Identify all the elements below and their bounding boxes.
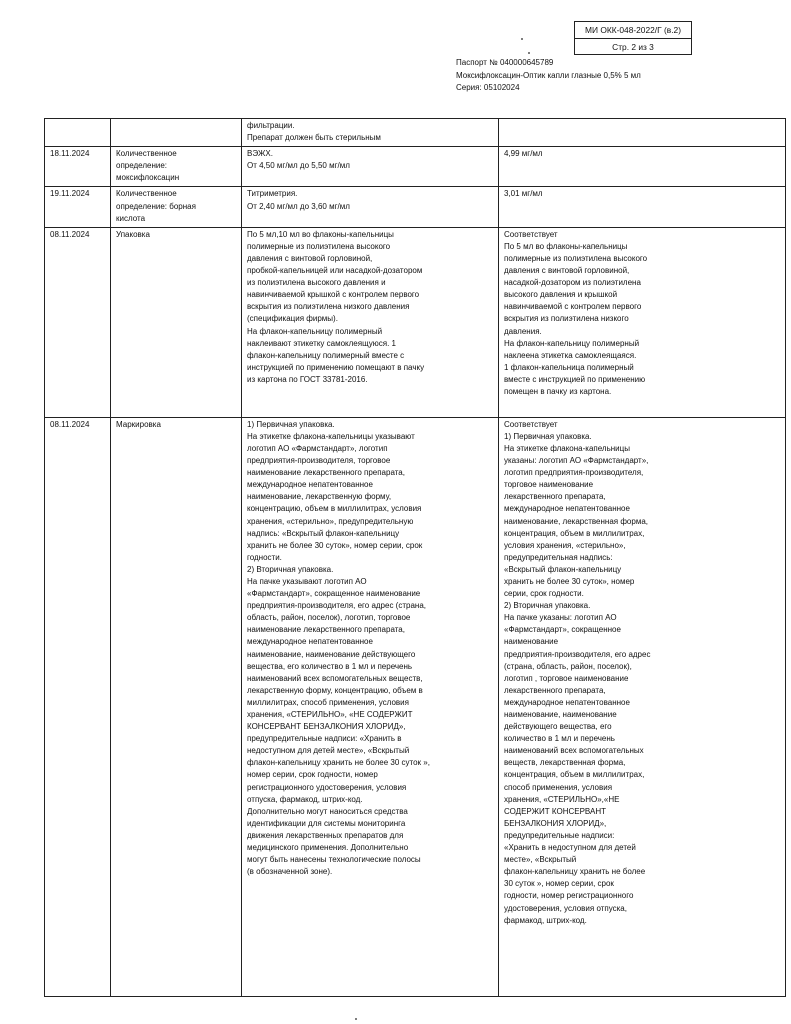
row-requirement-line: международное непатентованное (247, 637, 373, 647)
row-requirement-line: По 5 мл,10 мл во флаконы-капельницы (247, 229, 394, 239)
row-requirement-line: Титриметрия. (247, 189, 298, 199)
row-requirement-line: недоступном для детей месте», «Вскрытый (247, 746, 410, 756)
row-requirement-line: область, район, поселок), логотип, торговое (247, 613, 411, 623)
row-result-line: предупредительная надпись: (504, 552, 613, 562)
row-requirement (242, 119, 499, 147)
row-requirement-line: наклеивают этикетку самоклеящуюся. 1 (247, 338, 396, 348)
row-result-line: наименование (504, 637, 559, 647)
row-requirement-line: (в обозначенной зоне). (247, 867, 333, 877)
table-row (45, 227, 786, 417)
row-result-line: По 5 мл во флаконы-капельницы (504, 241, 628, 251)
row-result-line: количество в 1 мл и перечень (504, 734, 615, 744)
row-requirement-line: давления с винтовой горловиной, (247, 253, 373, 263)
row-requirement-line: наименование, наименование действующего (247, 649, 416, 659)
row-date (45, 147, 111, 187)
row-requirement-line: «Фармстандарт», сокращенное наименование (247, 589, 421, 599)
row-result-line: условия хранения, «стерильно», (504, 540, 626, 550)
row-result-line: На флакон-капельницу полимерный (504, 338, 640, 348)
row-result-line: На пачке указаны: логотип АО (504, 613, 617, 623)
row-result-line: давления. (504, 326, 542, 336)
row-requirement-line: пробкой-капельницей или насадкой-дозатором (247, 266, 423, 276)
row-test-name-line: Количественное (116, 149, 177, 159)
row-result-line: месте», «Вскрытый (504, 855, 577, 865)
row-result-line: Соответствует (504, 419, 558, 429)
row-result-line: указаны: логотип АО «Фармстандарт», (504, 456, 649, 466)
row-requirement-line: номер серии, срок годности, номер (247, 770, 378, 780)
row-result-line: концентрация, объем в миллилитрах, (504, 770, 645, 780)
row-date (45, 119, 111, 147)
row-result-line: хранить не более 30 суток», номер (504, 576, 635, 586)
row-result-line: На этикетке флакона-капельницы (504, 443, 630, 453)
row-result-line: логотип предприятия-производителя, (504, 468, 644, 478)
row-test-name (111, 119, 242, 147)
row-result-line: наклеена этикетка самоклеящаяся. (504, 350, 637, 360)
row-result-line: удостоверения, условия отпуска, (504, 903, 627, 913)
row-result-line: СОДЕРЖИТ КОНСЕРВАНТ (504, 806, 606, 816)
row-date-text: 08.11.2024 (50, 419, 90, 429)
row-requirement-line: От 2,40 мг/мл до 3,60 мг/мл (247, 201, 350, 211)
table-row (45, 187, 786, 227)
row-date-text: 18.11.2024 (50, 149, 90, 159)
row-result (499, 417, 786, 996)
row-test-name (111, 187, 242, 227)
row-result-line: 4,99 мг/мл (504, 149, 543, 159)
scan-speck (355, 1018, 357, 1020)
row-requirement-line: из полиэтилена высокого давления и (247, 278, 386, 288)
row-requirement-line: надпись: «Вскрытый флакон-капельницу (247, 528, 400, 538)
scan-speck (528, 52, 530, 54)
row-result-line: Соответствует (504, 229, 558, 239)
document-code-box (574, 21, 692, 55)
row-requirement-line: фильтрации. (247, 121, 295, 130)
row-requirement-line: наименований всех вспомогательных веществ, (247, 673, 423, 683)
row-result (499, 187, 786, 227)
table-row (45, 147, 786, 187)
row-requirement-line: предприятия-производителя, торговое (247, 456, 391, 466)
row-result-line: торговое наименование (504, 480, 594, 490)
test-results-table (44, 118, 786, 997)
row-requirement-line: могут быть нанесены технологические полосы (247, 855, 421, 865)
row-result-line: наименование, наименование (504, 710, 617, 719)
row-test-name-line: Маркировка (116, 419, 161, 429)
row-result-line: способ применения, условия (504, 782, 613, 792)
row-result-line: флакон-капельницу хранить не более (504, 867, 646, 877)
row-requirement-line: медицинского применения. Дополнительно (247, 843, 409, 853)
passport-number: Паспорт № 040000645789 (456, 58, 554, 67)
row-result-line: 30 суток », номер серии, срок (504, 879, 614, 889)
row-requirement-line: От 4,50 мг/мл до 5,50 мг/мл (247, 161, 350, 171)
row-result-line: вместе с инструкцией по применению (504, 374, 646, 384)
row-result-line: логотип , торговое наименование (504, 673, 629, 683)
row-result-line: насадкой-дозатором из полиэтилена (504, 278, 641, 288)
table-body (45, 119, 786, 997)
scan-speck (521, 38, 523, 40)
row-requirement (242, 417, 499, 996)
row-result-line: международное непатентованное (504, 697, 630, 707)
row-date-text: 08.11.2024 (50, 229, 90, 239)
row-requirement-line: регистрационного удостоверения, условия (247, 782, 407, 792)
row-date-text: 19.11.2024 (50, 189, 90, 199)
row-result-line: 1 флакон-капельница полимерный (504, 362, 634, 372)
row-requirement-line: предупредительные надписи: «Хранить в (247, 734, 402, 744)
row-result-line: полимерные из полиэтилена высокого (504, 253, 648, 263)
row-requirement-line: наименование лекарственного препарата, (247, 625, 405, 635)
row-requirement-line: ВЭЖХ. (247, 149, 273, 159)
row-test-name (111, 227, 242, 417)
product-name: Моксифлоксацин-Оптик капли глазные 0,5% 5 мл (456, 70, 641, 80)
row-requirement-line: инструкцией по применению помещают в пачку (247, 362, 425, 372)
row-requirement-line: предприятия-производителя, его адрес (страна, (247, 601, 426, 611)
row-requirement-line: международное непатентованное (247, 480, 373, 490)
row-test-name-line: Количественное (116, 189, 177, 199)
row-test-name-line: определение: борная (116, 201, 196, 211)
row-requirement-line: На этикетке флакона-капельницы указывают (247, 431, 415, 441)
row-result-line: фармакод, штрих-код. (504, 915, 587, 925)
row-test-name-line: Упаковка (116, 229, 150, 239)
row-result-line: предупредительные надписи: (504, 830, 615, 840)
row-requirement-line: Препарат должен быть стерильным (247, 133, 381, 143)
row-requirement (242, 227, 499, 417)
row-test-name-line: кислота (116, 213, 146, 223)
row-requirement-line: навинчиваемой крышкой с контролем первого (247, 290, 420, 300)
row-result-line: 2) Вторичная упаковка. (504, 601, 591, 611)
row-requirement-line: миллилитрах, способ применения, условия (247, 697, 409, 707)
row-requirement-line: (спецификация фирмы). (247, 314, 338, 324)
row-requirement-line: движения лекарственных препаратов для (247, 830, 404, 840)
row-requirement-line: хранения, «стерильно», предупредительную (247, 516, 414, 526)
row-result-line: «Фармстандарт», сокращенное (504, 625, 621, 635)
row-result-line: хранения, «СТЕРИЛЬНО»,«НЕ (504, 794, 620, 804)
row-requirement-line: флакон-капельницу хранить не более 30 суток », (247, 758, 430, 768)
row-result (499, 119, 786, 147)
row-result-line: лекарственного препарата, (504, 492, 606, 502)
passport-info (456, 57, 641, 95)
row-result-line: помещен в пачку из картона. (504, 386, 612, 396)
row-result-line: серии, срок годности. (504, 589, 584, 599)
row-result-line: предприятия-производителя, его адрес (504, 649, 651, 659)
row-requirement-line: логотип АО «Фармстандарт», логотип (247, 443, 388, 453)
row-requirement-line: На пачке указывают логотип АО (247, 576, 367, 586)
table-row (45, 417, 786, 996)
row-requirement-line: Дополнительно могут наноситься средства (247, 806, 408, 816)
series-number: Серия: 05102024 (456, 83, 520, 92)
row-result-line: 1) Первичная упаковка. (504, 431, 592, 441)
row-result-line: «Хранить в недоступном для детей (504, 843, 636, 853)
row-requirement-line: полимерные из полиэтилена высокого (247, 241, 391, 251)
row-requirement-line: КОНСЕРВАНТ БЕНЗАЛКОНИЯ ХЛОРИД», (247, 722, 406, 732)
row-requirement-line: концентрацию, объем в миллилитрах, условия (247, 504, 422, 514)
row-result-line: лекарственного препарата, (504, 685, 606, 695)
row-result (499, 147, 786, 187)
row-result-line: высокого давления и крышкой (504, 290, 618, 300)
row-date (45, 187, 111, 227)
row-requirement-line: из картона по ГОСТ 33781-2016. (247, 374, 368, 384)
table-row (45, 119, 786, 147)
document-code: МИ ОКК-048-2022/Г (в.2) (585, 25, 681, 35)
row-requirement-line: идентификации для системы мониторинга (247, 818, 406, 828)
row-requirement-line: 1) Первичная упаковка. (247, 419, 335, 429)
row-test-name-line: определение: (116, 161, 168, 171)
row-requirement-line: наименование лекарственного препарата, (247, 468, 405, 478)
row-requirement-line: наименование, лекарственную форму, (247, 492, 392, 502)
row-test-name (111, 147, 242, 187)
row-requirement-line: вскрытия из полиэтилена низкого давления (247, 302, 410, 312)
row-requirement (242, 187, 499, 227)
row-requirement-line: 2) Вторичная упаковка. (247, 564, 334, 574)
row-requirement-line: На флакон-капельницу полимерный (247, 326, 383, 336)
row-date (45, 417, 111, 996)
row-result-line: «Вскрытый флакон-капельницу (504, 564, 622, 574)
row-result-line: навинчиваемой с контролем первого (504, 302, 642, 312)
row-requirement-line: хранить не более 30 суток», номер серии, срок (247, 540, 423, 550)
row-requirement-line: годности. (247, 552, 282, 562)
row-test-name (111, 417, 242, 996)
row-result (499, 227, 786, 417)
row-result-line: концентрация, объем в миллилитрах, (504, 528, 645, 538)
row-result-line: международное непатентованное (504, 504, 630, 514)
row-result-line: действующего вещества, его (504, 722, 612, 732)
row-result-line: годности, номер регистрационного (504, 891, 634, 901)
row-result-line: (страна, область, район, поселок), (504, 661, 632, 671)
page-number: Стр. 2 из 3 (575, 38, 691, 55)
row-requirement (242, 147, 499, 187)
row-date (45, 227, 111, 417)
row-requirement-line: отпуска, фармакод, штрих-код. (247, 794, 363, 804)
row-result-line: давления с винтовой горловиной, (504, 266, 630, 276)
row-requirement-line: хранения, «СТЕРИЛЬНО», «НЕ СОДЕРЖИТ (247, 710, 413, 719)
row-result-line: веществ, лекарственная форма, (504, 758, 626, 768)
row-requirement-line: лекарственную форму, концентрацию, объем в (247, 685, 423, 695)
row-requirement-line: флакон-капельницу полимерный вместе с (247, 350, 405, 360)
row-result-line: БЕНЗАЛКОНИЯ ХЛОРИД», (504, 818, 607, 828)
row-requirement-line: вещества, его количество в 1 мл и перечень (247, 661, 413, 671)
row-result-line: вскрытия из полиэтилена низкого (504, 314, 629, 324)
row-result-line: 3,01 мг/мл (504, 189, 543, 199)
row-test-name-line: моксифлоксацин (116, 173, 180, 183)
row-result-line: наименование, лекарственная форма, (504, 516, 648, 526)
row-result-line: наименований всех вспомогательных (504, 746, 644, 756)
